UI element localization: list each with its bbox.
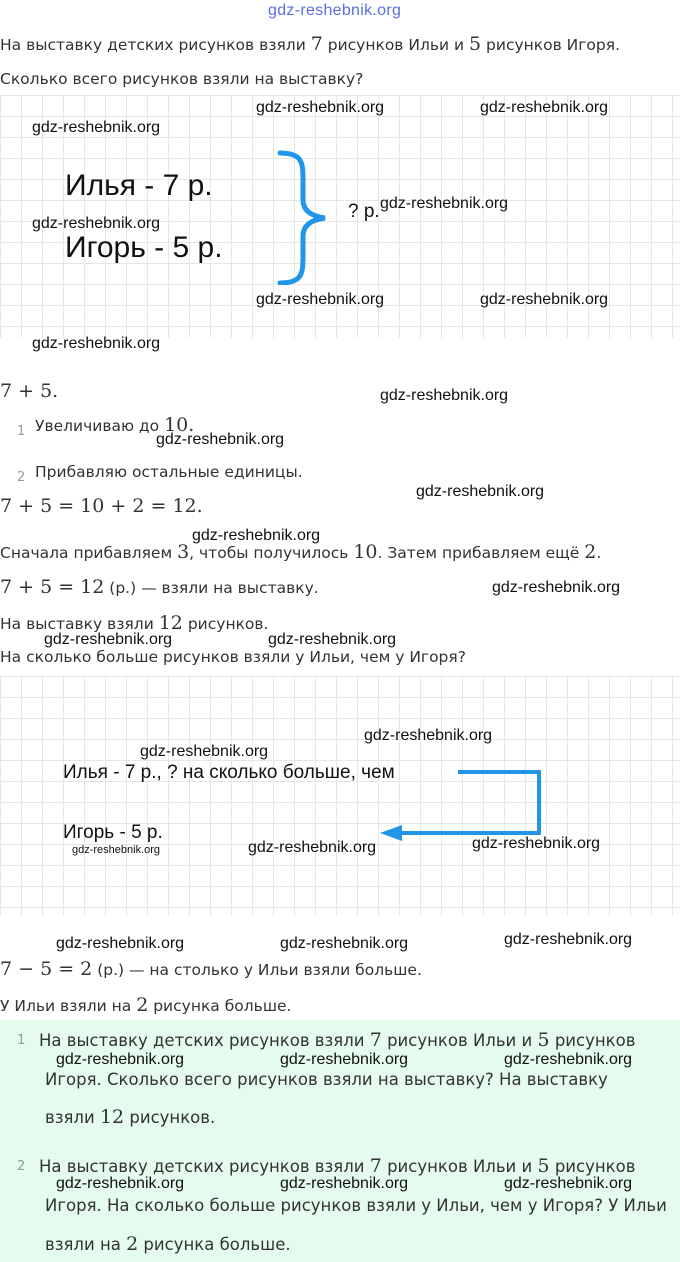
brace-icon <box>270 150 340 285</box>
question-2: На сколько больше рисунков взяли у Ильи, чем у Игоря? <box>0 648 466 666</box>
final-text: взяли <box>45 1108 100 1127</box>
watermark: gdz-reshebnik.org <box>256 99 385 116</box>
watermark: gdz-reshebnik.org <box>364 727 493 744</box>
final-text: рисунка больше. <box>138 1235 291 1254</box>
watermark: gdz-reshebnik.org <box>32 335 161 352</box>
watermark: gdz-reshebnik.org <box>280 1175 409 1192</box>
watermark: gdz-reshebnik.org <box>504 931 633 948</box>
explanation-text: . <box>596 544 602 562</box>
calculation: 7 + 5 = 10 + 2 = 12. <box>0 495 203 517</box>
step-math: 10. <box>164 414 195 436</box>
step-2: Прибавляю остальные единицы. <box>35 463 303 481</box>
final-answer-2-line-2: Игоря. На сколько больше рисунков взяли у Ильи, чем у Игоря? У Ильи <box>45 1196 667 1215</box>
watermark: gdz-reshebnik.org <box>280 1051 409 1068</box>
result-math: 7 + 5 = 12 <box>0 576 105 598</box>
arrow-icon <box>370 764 550 844</box>
task-number: 5 <box>469 33 482 55</box>
final-answer-1-line-1 <box>39 1029 635 1051</box>
watermark: gdz-reshebnik.org <box>380 195 509 212</box>
watermark: gdz-reshebnik.org <box>268 631 397 648</box>
diagram-2-grid <box>0 676 680 916</box>
top-watermark: gdz-reshebnik.org <box>268 2 402 19</box>
final-answer-2-line-3 <box>45 1233 291 1255</box>
explanation-text: Сначала прибавляем <box>0 544 178 562</box>
final-text: На выставку детских рисунков взяли <box>39 1031 370 1050</box>
watermark: gdz-reshebnik.org <box>248 839 377 856</box>
step-2-number <box>17 466 25 485</box>
watermark: gdz-reshebnik.org <box>492 579 621 596</box>
question-1: Сколько всего рисунков взяли на выставку? <box>0 70 364 88</box>
final-text: рисунков <box>549 1031 636 1050</box>
task-text: рисунков Ильи и <box>322 36 470 54</box>
final-number: 2 <box>126 1233 139 1255</box>
task-line <box>0 33 620 55</box>
explanation-text: . Затем прибавляем ещё <box>377 544 585 562</box>
final-text: взяли на <box>45 1235 127 1254</box>
watermark: gdz-reshebnik.org <box>380 387 509 404</box>
final-number: 12 <box>99 1106 125 1128</box>
watermark: gdz-reshebnik.org <box>480 291 609 308</box>
explanation-number: 2 <box>584 541 597 563</box>
task-text: На выставку детских рисунков взяли <box>0 36 311 54</box>
final-text: рисунков <box>549 1157 636 1176</box>
watermark: gdz-reshebnik.org <box>256 291 385 308</box>
answer-number: 12 <box>158 612 183 634</box>
step-text: Увеличиваю до <box>35 417 165 435</box>
final-number: 7 <box>369 1155 382 1177</box>
watermark: gdz-reshebnik.org <box>56 1175 185 1192</box>
diagram-1-question: ? р. <box>348 201 380 222</box>
watermark: gdz-reshebnik.org <box>480 99 609 116</box>
answer-text: рисунка больше. <box>148 997 292 1015</box>
result-text: (р.) — на столько у Ильи взяли больше. <box>92 961 422 979</box>
final-text: рисунков Ильи и <box>381 1157 538 1176</box>
final-number: 5 <box>537 1155 550 1177</box>
diagram-2-ilya: Илья - 7 р., ? на сколько больше, чем <box>63 762 395 783</box>
watermark: gdz-reshebnik.org <box>44 631 173 648</box>
watermark: gdz-reshebnik.org <box>56 935 185 952</box>
diagram-1-ilya: Илья - 7 р. <box>65 169 213 202</box>
final-text: рисунков. <box>124 1108 216 1127</box>
step-number: 1 <box>17 424 26 439</box>
task-text: рисунков Игоря. <box>481 36 620 54</box>
final-answer-2-line-1 <box>39 1155 635 1177</box>
result-math: 7 − 5 = 2 <box>0 958 93 980</box>
final-number: 7 <box>369 1029 382 1051</box>
final-answer-1-line-2: Игоря. Сколько всего рисунков взяли на выставку? На выставку <box>45 1070 608 1089</box>
watermark: gdz-reshebnik.org <box>32 119 161 136</box>
result-1 <box>0 576 319 598</box>
answer-number: 2 <box>136 994 149 1016</box>
final-text: рисунков Ильи и <box>381 1031 538 1050</box>
result-2 <box>0 958 422 980</box>
expression: 7 + 5. <box>0 380 59 402</box>
watermark: gdz-reshebnik.org <box>156 431 285 448</box>
answer-text: рисунков. <box>182 615 269 633</box>
answer-text: У Ильи взяли на <box>0 997 137 1015</box>
watermark: gdz-reshebnik.org <box>56 1051 185 1068</box>
watermark: gdz-reshebnik.org <box>416 483 545 500</box>
final-answer-1-number: 1 <box>17 1033 26 1048</box>
watermark: gdz-reshebnik.org <box>32 215 161 232</box>
final-text: На выставку детских рисунков взяли <box>39 1157 370 1176</box>
watermark: gdz-reshebnik.org <box>472 835 601 852</box>
step-1-number <box>17 420 25 439</box>
watermark: gdz-reshebnik.org <box>192 527 321 544</box>
final-answer-1-line-3 <box>45 1106 215 1128</box>
explanation-text: , чтобы получилось <box>189 544 354 562</box>
watermark: gdz-reshebnik.org <box>280 935 409 952</box>
diagram-1-igor: Игорь - 5 р. <box>65 231 223 264</box>
explanation-number: 3 <box>177 541 190 563</box>
watermark-small: gdz-reshebnik.org <box>72 844 161 856</box>
final-number: 5 <box>537 1029 550 1051</box>
answer-2 <box>0 994 291 1016</box>
watermark: gdz-reshebnik.org <box>140 743 269 760</box>
watermark: gdz-reshebnik.org <box>504 1175 633 1192</box>
step-number: 2 <box>17 470 26 485</box>
explanation-number: 10 <box>353 541 378 563</box>
diagram-2-igor: Игорь - 5 р. <box>63 822 163 843</box>
answer-text: На выставку взяли <box>0 615 159 633</box>
watermark: gdz-reshebnik.org <box>504 1051 633 1068</box>
final-answer-2-number: 2 <box>17 1159 26 1174</box>
result-text: (р.) — взяли на выставку. <box>104 579 319 597</box>
task-number: 7 <box>310 33 323 55</box>
